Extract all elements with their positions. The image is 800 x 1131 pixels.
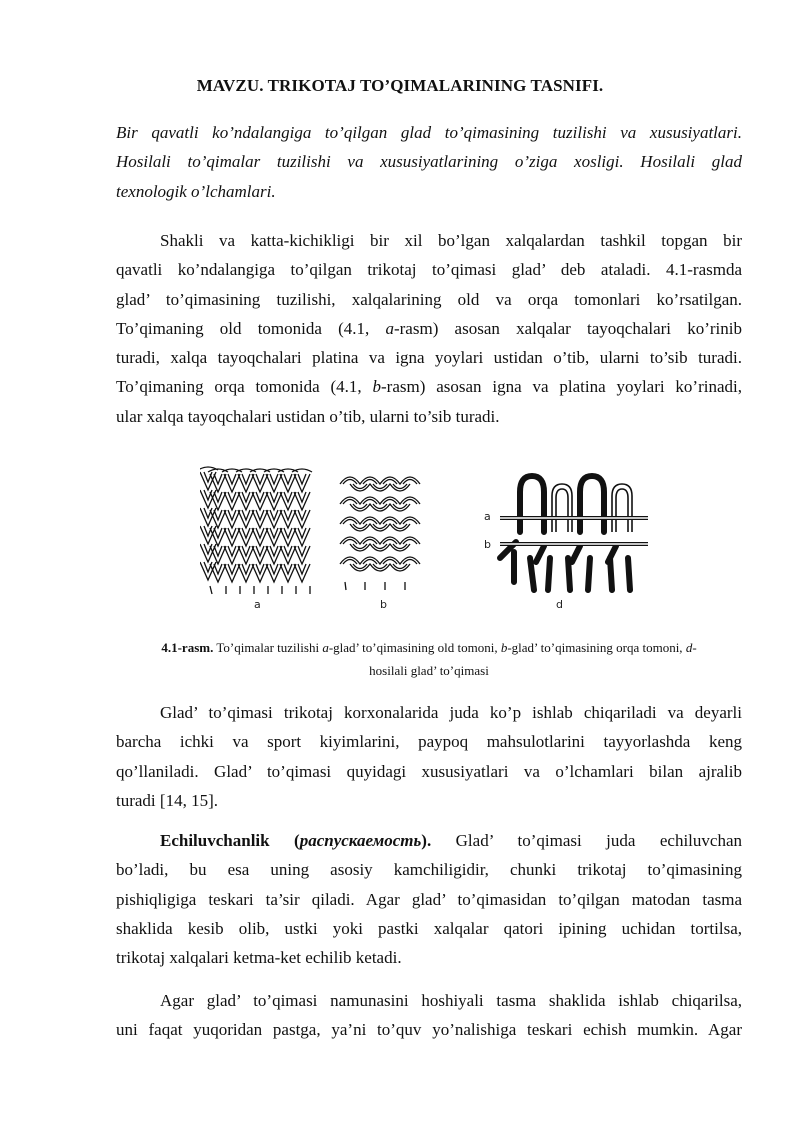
panel-b-label: b (380, 598, 387, 611)
paragraph-definition (116, 226, 742, 431)
caption-text: To’qimalar tuzilishi (213, 640, 323, 655)
caption-number: 4.1-rasm. (161, 640, 214, 655)
term-bold: Echiluvchanlik (160, 831, 270, 850)
caption-ref-a: a (322, 640, 329, 655)
intro-line: Bir qavatli ko’ndalangiga to’qilgan glad to’qimasining tuzilishi va xususiyatlari. (116, 123, 742, 142)
text-run: -rasm) asosan xalqalar tayoqchalari ko’rinib (393, 318, 742, 338)
term-paren: ( (269, 831, 300, 850)
text-line: glad’ to’qimasining tuzilishi, xalqalarining old va orqa tomonlari ko’rsatilgan. (116, 289, 742, 309)
paragraph-edge-tape (116, 986, 742, 1045)
text-run: Glad’ to’qimasi juda echiluvchan (431, 831, 742, 850)
text-line: pishiqligiga teskari ta’sir qiladi. Agar glad’ to’qimasidan to’qilgan matodan tasma (116, 889, 742, 909)
panel-d-derived-structure (500, 476, 648, 590)
term-russian: распускаемость (299, 831, 422, 850)
text-line: Shakli va katta-kichikligi bir xil bo’lgan xalqalardan tashkil topgan bir (160, 231, 742, 250)
text-line: Agar glad’ to’qimasi namunasini hoshiyali tasma shaklida ishlab chiqarilsa, (160, 991, 742, 1010)
figure-caption (116, 636, 742, 682)
text-line: ular xalqa tayoqchalari ustidan o’tib, ularni to’sib turadi. (116, 406, 500, 426)
caption-ref-b: b (500, 640, 508, 655)
panel-b-back-side (340, 477, 420, 590)
panel-d-label: d (556, 598, 563, 611)
text-line (116, 372, 742, 401)
page-title: MAVZU. TRIKOTAJ TO’QIMALARINING TASNIFI. (196, 76, 604, 95)
panel-a-face-side (200, 467, 312, 594)
figure-ref-b: b (372, 377, 381, 397)
paragraph-usage (116, 698, 742, 815)
intro-line: Hosilali to’qimalar tuzilishi va xususiyatlarining o’ziga xosligi. Hosilali glad (116, 152, 742, 172)
paragraph-unravelling (116, 826, 742, 972)
text-line: qavatli ko’ndalangiga to’qilgan trikotaj to’qimasi glad’ deb ataladi. 4.1-rasmda (116, 260, 742, 280)
text-line: Glad’ to’qimasi trikotaj korxonalarida juda ko’p ishlab chiqariladi va deyarli (160, 703, 742, 722)
panel-a-label: a (254, 598, 261, 611)
panel-d-side-label-b: b (484, 538, 491, 551)
text-line: trikotaj xalqalari ketma-ket echilib ketadi. (116, 948, 402, 968)
text-line: turadi [14, 15]. (116, 790, 218, 810)
term-paren: ). (421, 831, 432, 850)
text-line: qo’llaniladi. Glad’ to’qimasi quyidagi xususiyatlari va o’lchamlari bilan ajralib (116, 761, 742, 781)
figure-ref-a: a (385, 318, 394, 338)
text-line (116, 314, 742, 343)
text-run: To’qimaning orqa tomonida (4.1, (116, 377, 373, 397)
text-line: uni faqat yuqoridan pastga, ya’ni to’quv yo’nalishiga teskari echish mumkin. Agar (116, 1020, 742, 1040)
text-line (116, 826, 742, 855)
caption-ref-d: d- (685, 640, 697, 655)
text-line: shaklida kesib olib, ustki yoki pastki xalqalar qatori ipining uchidan tortilsa, (116, 918, 742, 938)
text-run: -rasm) asosan igna va platina yoylari ko’rinadi, (381, 377, 742, 397)
intro-line: texnologik o’lchamlari. (116, 181, 276, 201)
knit-structure-figure (200, 462, 660, 622)
panel-d-side-label-a: a (484, 510, 491, 523)
text-line: turadi, xalqa tayoqchalari platina va igna yoylari ustidan o’tib, ularni to’sib turadi. (116, 348, 742, 368)
text-line: barcha ichki va sport kiyimlarini, paypoq mahsulotlarini tayyorlashda keng (116, 732, 742, 752)
intro-paragraph (116, 118, 742, 206)
caption-text: hosilali glad’ to’qimasi (369, 663, 489, 678)
caption-text: -glad’ to’qimasining orqa tomoni, (507, 640, 686, 655)
text-line: bo’ladi, bu esa uning asosiy kamchiligidir, chunki trikotaj to’qimasining (116, 860, 742, 880)
text-run: To’qimaning old tomonida (4.1, (116, 318, 386, 338)
caption-text: -glad’ to’qimasining old tomoni, (328, 640, 501, 655)
